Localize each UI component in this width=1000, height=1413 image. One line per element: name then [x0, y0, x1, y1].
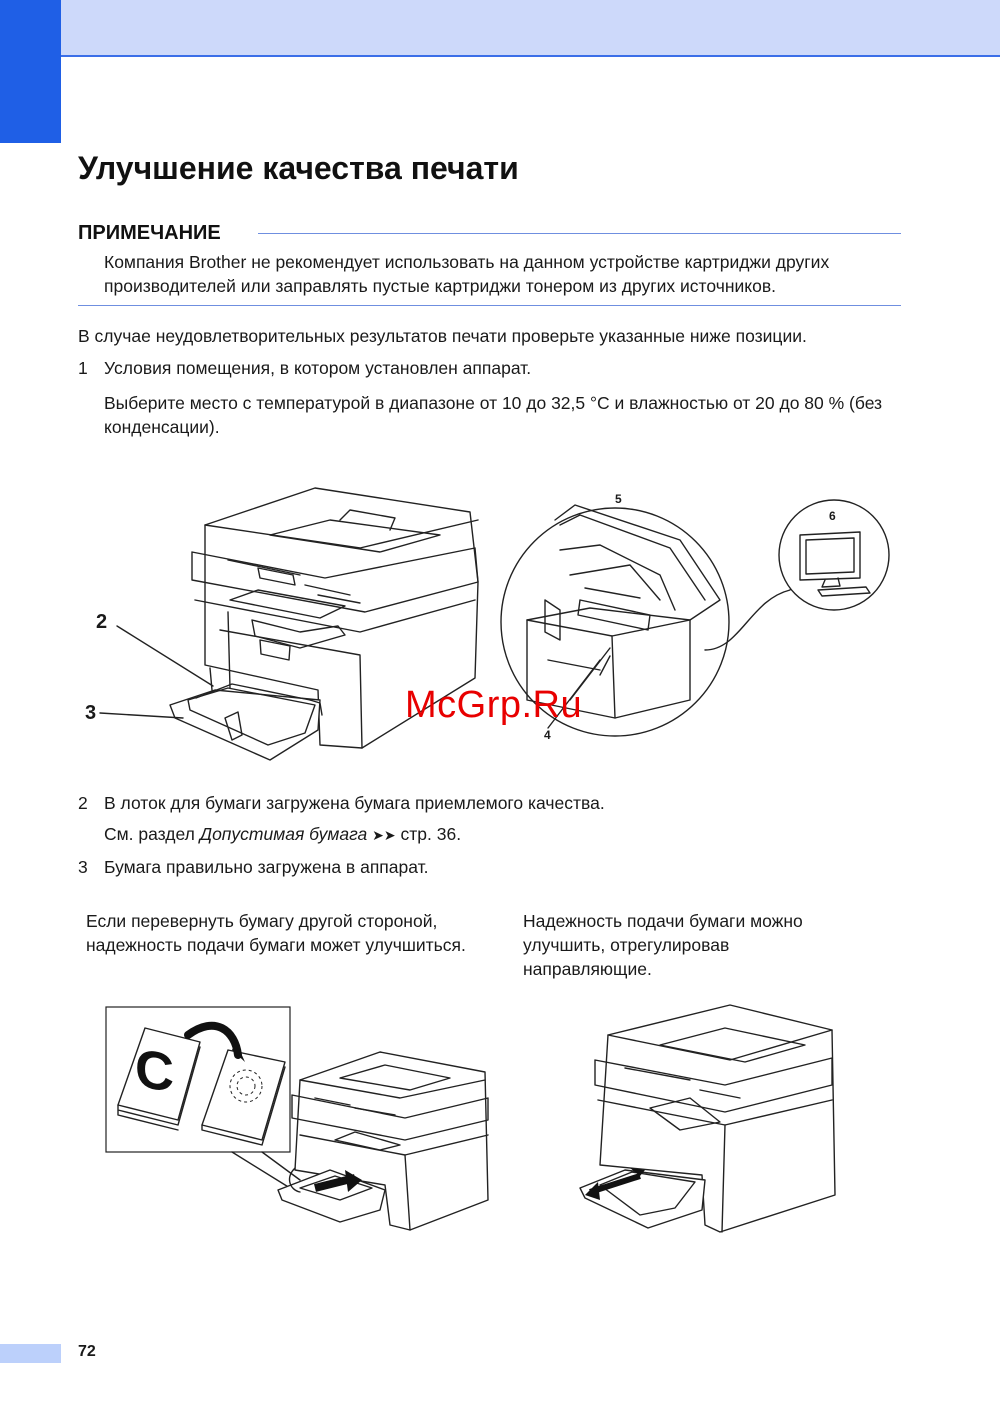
callout-6: 6	[829, 509, 836, 523]
note-heading: ПРИМЕЧАНИЕ	[78, 222, 221, 244]
footer-band	[0, 1344, 61, 1363]
paper-letter: C	[135, 1038, 174, 1104]
double-arrow-icon: ➤➤	[372, 827, 396, 843]
cross-reference	[104, 822, 461, 847]
tip-left: Если перевернуть бумагу другой стороной, надежность подачи бумаги может улучшиться.	[86, 911, 466, 955]
callout-4: 4	[544, 728, 551, 742]
item-text: Бумага правильно загружена в аппарат.	[104, 857, 429, 877]
watermark: McGrp.Ru	[405, 684, 583, 726]
item-text: Условия помещения, в котором установлен аппарат.	[104, 358, 532, 378]
callout-2: 2	[96, 611, 108, 633]
ref-prefix: См. раздел	[104, 824, 200, 844]
page-title: Улучшение качества печати	[78, 150, 519, 186]
printer-drawing-bottom-left	[278, 1052, 488, 1230]
item-number: 2	[78, 793, 88, 813]
ref-suffix: стр. 36.	[395, 824, 462, 844]
ref-link[interactable]: Допустимая бумага	[199, 824, 368, 844]
item-text: В лоток для бумаги загружена бумага приемлемого качества.	[104, 793, 605, 813]
intro-paragraph: В случае неудовлетворительных результатов печати проверьте указанные ниже позиции.	[78, 326, 807, 346]
page-number: 72	[78, 1343, 96, 1360]
item-number: 3	[78, 857, 88, 877]
tip-right: Надежность подачи бумаги можно улучшить, отрегулировав направляющие.	[523, 911, 803, 979]
callout-5: 5	[615, 492, 622, 506]
note-text: Компания Brother не рекомендует использовать на данном устройстве картриджи других производителей или заправлять пустые картриджи тонером из других источников.	[104, 252, 830, 296]
item-number: 1	[78, 358, 88, 378]
callout-3: 3	[85, 702, 97, 724]
printer-drawing-bottom-right	[580, 1005, 835, 1232]
item-detail: Выберите место с температурой в диапазоне от 10 до 32,5 °C и влажностью от 20 до 80 % (без конденсации).	[104, 393, 883, 437]
